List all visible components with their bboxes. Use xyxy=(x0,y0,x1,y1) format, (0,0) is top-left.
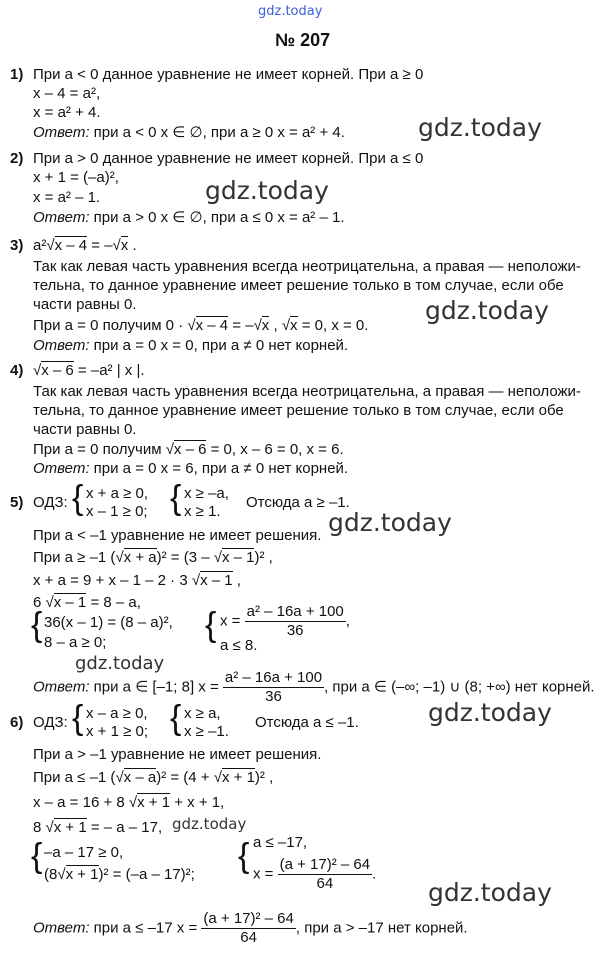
equation-part: (8 xyxy=(44,866,58,883)
system-line: x ≥ –a, xyxy=(184,485,229,502)
equation-part: + x + 1, xyxy=(170,794,225,811)
system-line: x + 1 ≥ 0; xyxy=(86,723,149,740)
equation-line: x – a = 16 + 8 √x + 1 + x + 1, xyxy=(33,794,225,811)
answer-label: Ответ: xyxy=(33,678,90,696)
answer-text: при a < 0 x ∈ ∅, при a ≥ 0 x = a² + 4. xyxy=(93,124,345,141)
equation-part: x = xyxy=(253,865,278,883)
system-line: x + a ≥ 0, xyxy=(86,485,149,502)
text-line: части равны 0. xyxy=(33,296,137,313)
system-brace: { xyxy=(31,606,43,644)
answer-text: при a = 0 x = 6, при a ≠ 0 нет корней. xyxy=(93,460,349,477)
answer-text: , при a > –17 нет корней. xyxy=(295,919,468,937)
equation-line: При a ≤ –1 (√x – a)² = (4 + √x + 1)² , xyxy=(33,769,274,786)
watermark: gdz.today xyxy=(205,176,329,205)
text-line: тельна, то данное уравнение имеет решение только в том случае, если обе xyxy=(33,402,564,419)
radicand: x xyxy=(261,317,270,334)
radicand: x + 1 xyxy=(53,819,87,836)
denominator: 36 xyxy=(265,688,282,705)
odz-label: ОДЗ: xyxy=(33,494,68,511)
radicand: x xyxy=(120,237,129,254)
radicand: x – 4 xyxy=(54,237,88,254)
fraction xyxy=(223,669,324,706)
answer-text: , при a ∈ (–∞; –1) ∪ (8; +∞) нет корней. xyxy=(324,678,595,696)
system-line: 36(x – 1) = (8 – a)², xyxy=(44,614,173,631)
answer-text: при a > 0 x ∈ ∅, при a ≤ 0 x = a² – 1. xyxy=(93,209,345,226)
problem-number: 3) xyxy=(10,237,24,254)
system-line: x ≥ 1. xyxy=(184,503,221,520)
numerator: a² – 16a + 100 xyxy=(224,669,323,686)
equation-part: = 8 – a, xyxy=(86,594,141,611)
numerator: (a + 17)² – 64 xyxy=(279,856,371,873)
watermark: gdz.today xyxy=(428,698,552,727)
watermark-top: gdz.today xyxy=(258,4,323,19)
answer-text: при a ∈ [–1; 8] x = xyxy=(93,678,223,696)
radicand: x + 1 xyxy=(221,769,255,786)
answer-label: Ответ: xyxy=(33,919,90,937)
system-brace: { xyxy=(170,699,182,737)
watermark: gdz.today xyxy=(418,113,542,142)
equation-part: = 0, x – 6 = 0, x = 6. xyxy=(206,441,344,458)
system-line: a ≤ 8. xyxy=(220,637,258,654)
denominator: 64 xyxy=(240,929,257,946)
problem-number: 5) xyxy=(10,494,24,511)
problem-number: 4) xyxy=(10,362,24,379)
equation-part: )² = (4 + xyxy=(156,769,214,786)
equation-line: a²√x – 4 = –√x . xyxy=(33,237,137,254)
equation-part: 8 xyxy=(33,819,46,836)
equation-line: x – 4 = a², xyxy=(33,85,101,102)
text-line: Так как левая часть уравнения всегда неотрицательна, а правая — неположи- xyxy=(33,383,581,400)
text-line: Отсюда a ≤ –1. xyxy=(255,714,359,731)
answer-text: при a = 0 x = 0, при a ≠ 0 нет корней. xyxy=(93,337,349,354)
answer-line xyxy=(33,669,595,706)
text-line: При a < 0 данное уравнение не имеет корней. При a ≥ 0 xyxy=(33,66,424,83)
system-brace: { xyxy=(170,479,182,517)
equation-part: При a ≤ –1 ( xyxy=(33,769,116,786)
equation-part: x = xyxy=(220,612,245,630)
fraction xyxy=(201,910,295,947)
equation-part: )² = (–a – 17)²; xyxy=(98,866,195,883)
equation-line: При a = 0 получим √x – 6 = 0, x – 6 = 0, x = 6. xyxy=(33,441,344,458)
system-brace: { xyxy=(31,837,43,875)
radicand: x – 6 xyxy=(41,362,74,379)
radicand: x – 4 xyxy=(195,317,229,334)
odz-label: ОДЗ: xyxy=(33,714,68,731)
radicand: x – 1 xyxy=(53,594,87,611)
answer-label: Ответ: xyxy=(33,209,90,226)
equation-part: При a ≥ –1 ( xyxy=(33,549,116,566)
watermark: gdz.today xyxy=(428,878,552,907)
equation-part: , xyxy=(345,612,350,630)
equation-part: = – xyxy=(87,237,113,254)
system-line: a ≤ –17, xyxy=(253,834,308,851)
watermark: gdz.today xyxy=(172,815,247,833)
text-line: При a > –1 уравнение не имеет решения. xyxy=(33,746,322,763)
system-line xyxy=(220,603,350,640)
equation-part: При a = 0 получим xyxy=(33,441,166,458)
text-line: Отсюда a ≥ –1. xyxy=(246,494,350,511)
answer-line xyxy=(33,209,344,227)
fraction xyxy=(245,603,346,640)
equation-part: , xyxy=(232,572,241,589)
radicand: x xyxy=(290,317,298,334)
equation-part: = – xyxy=(228,317,254,334)
equation-part: )² = (3 – xyxy=(156,549,214,566)
text-line: При a < –1 уравнение не имеет решения. xyxy=(33,527,322,544)
denominator: 64 xyxy=(316,875,334,892)
watermark: gdz.today xyxy=(425,296,549,325)
problem-number: 1) xyxy=(10,66,24,83)
answer-line xyxy=(33,124,345,142)
numerator: a² – 16a + 100 xyxy=(246,603,344,620)
equation-part: x + a = 9 + x – 1 – 2 · 3 xyxy=(33,572,192,589)
radicand: x + 1 xyxy=(65,866,99,883)
radicand: x – 1 xyxy=(221,549,255,566)
equation-line: x + a = 9 + x – 1 – 2 · 3 √x – 1 , xyxy=(33,572,241,589)
equation-part: . xyxy=(372,865,377,883)
system-line: x – a ≥ 0, xyxy=(86,705,148,722)
page-title: № 207 xyxy=(275,30,331,50)
equation-part: = – a – 17, xyxy=(86,819,163,836)
radicand: x – a xyxy=(123,769,157,786)
system-brace: { xyxy=(205,606,217,644)
system-line: x ≥ a, xyxy=(184,705,221,722)
problem-number: 6) xyxy=(10,714,24,731)
system-line: 8 – a ≥ 0; xyxy=(44,634,107,651)
radicand: x – 1 xyxy=(200,572,233,589)
equation-part: , xyxy=(269,317,282,334)
fraction xyxy=(278,856,372,893)
answer-label: Ответ: xyxy=(33,124,90,141)
system-brace: { xyxy=(72,479,84,517)
equation-line: 6 √x – 1 = 8 – a, xyxy=(33,594,141,611)
equation-part: . xyxy=(128,237,137,254)
answer-label: Ответ: xyxy=(33,337,90,354)
text-line: тельна, то данное уравнение имеет решение только в том случае, если обе xyxy=(33,277,564,294)
problem-number: 2) xyxy=(10,150,24,167)
watermark: gdz.today xyxy=(75,653,165,674)
equation-line: При a = 0 получим 0 · √x – 4 = –√x , √x = 0, x = 0. xyxy=(33,317,369,334)
equation-line: x + 1 = (–a)², xyxy=(33,169,119,186)
text-line: Так как левая часть уравнения всегда неотрицательна, а правая — неположи- xyxy=(33,258,581,275)
radicand: x + 1 xyxy=(137,794,171,811)
equation-part: x – a = 16 + 8 xyxy=(33,794,129,811)
coefficient: a² xyxy=(33,237,47,254)
system-line xyxy=(253,856,376,893)
equation-line: x = a² – 1. xyxy=(33,189,101,206)
equation-line: 8 √x + 1 = – a – 17, xyxy=(33,819,163,836)
equation-line: x = a² + 4. xyxy=(33,104,101,121)
radicand: x – 6 xyxy=(173,441,207,458)
equation-part: 6 xyxy=(33,594,46,611)
numerator: (a + 17)² – 64 xyxy=(203,910,294,927)
answer-text: при a ≤ –17 x = xyxy=(93,919,202,937)
equation-line: При a ≥ –1 (√x + a)² = (3 – √x – 1)² , xyxy=(33,549,273,566)
equation-part: = 0, x = 0. xyxy=(297,317,369,334)
text-line: части равны 0. xyxy=(33,421,137,438)
system-line: x ≥ –1. xyxy=(184,723,229,740)
denominator: 36 xyxy=(286,622,304,639)
system-line: –a – 17 ≥ 0, xyxy=(44,844,124,861)
equation-part: = –a² | x |. xyxy=(73,362,145,379)
equation-line: √x – 6 = –a² | x |. xyxy=(33,362,145,379)
system-line: (8√x + 1)² = (–a – 17)²; xyxy=(44,866,195,883)
equation-part: )² , xyxy=(254,549,273,566)
equation-part: )² , xyxy=(254,769,274,786)
equation-part: При a = 0 получим 0 · xyxy=(33,317,188,334)
system-brace: { xyxy=(238,837,250,875)
watermark: gdz.today xyxy=(328,508,452,537)
radicand: x + a xyxy=(123,549,157,566)
system-line: x – 1 ≥ 0; xyxy=(86,503,148,520)
answer-line xyxy=(33,910,468,947)
system-brace: { xyxy=(72,699,84,737)
answer-line xyxy=(33,337,348,355)
text-line: При a > 0 данное уравнение не имеет корней. При a ≤ 0 xyxy=(33,150,424,167)
answer-line xyxy=(33,460,348,478)
answer-label: Ответ: xyxy=(33,460,90,477)
